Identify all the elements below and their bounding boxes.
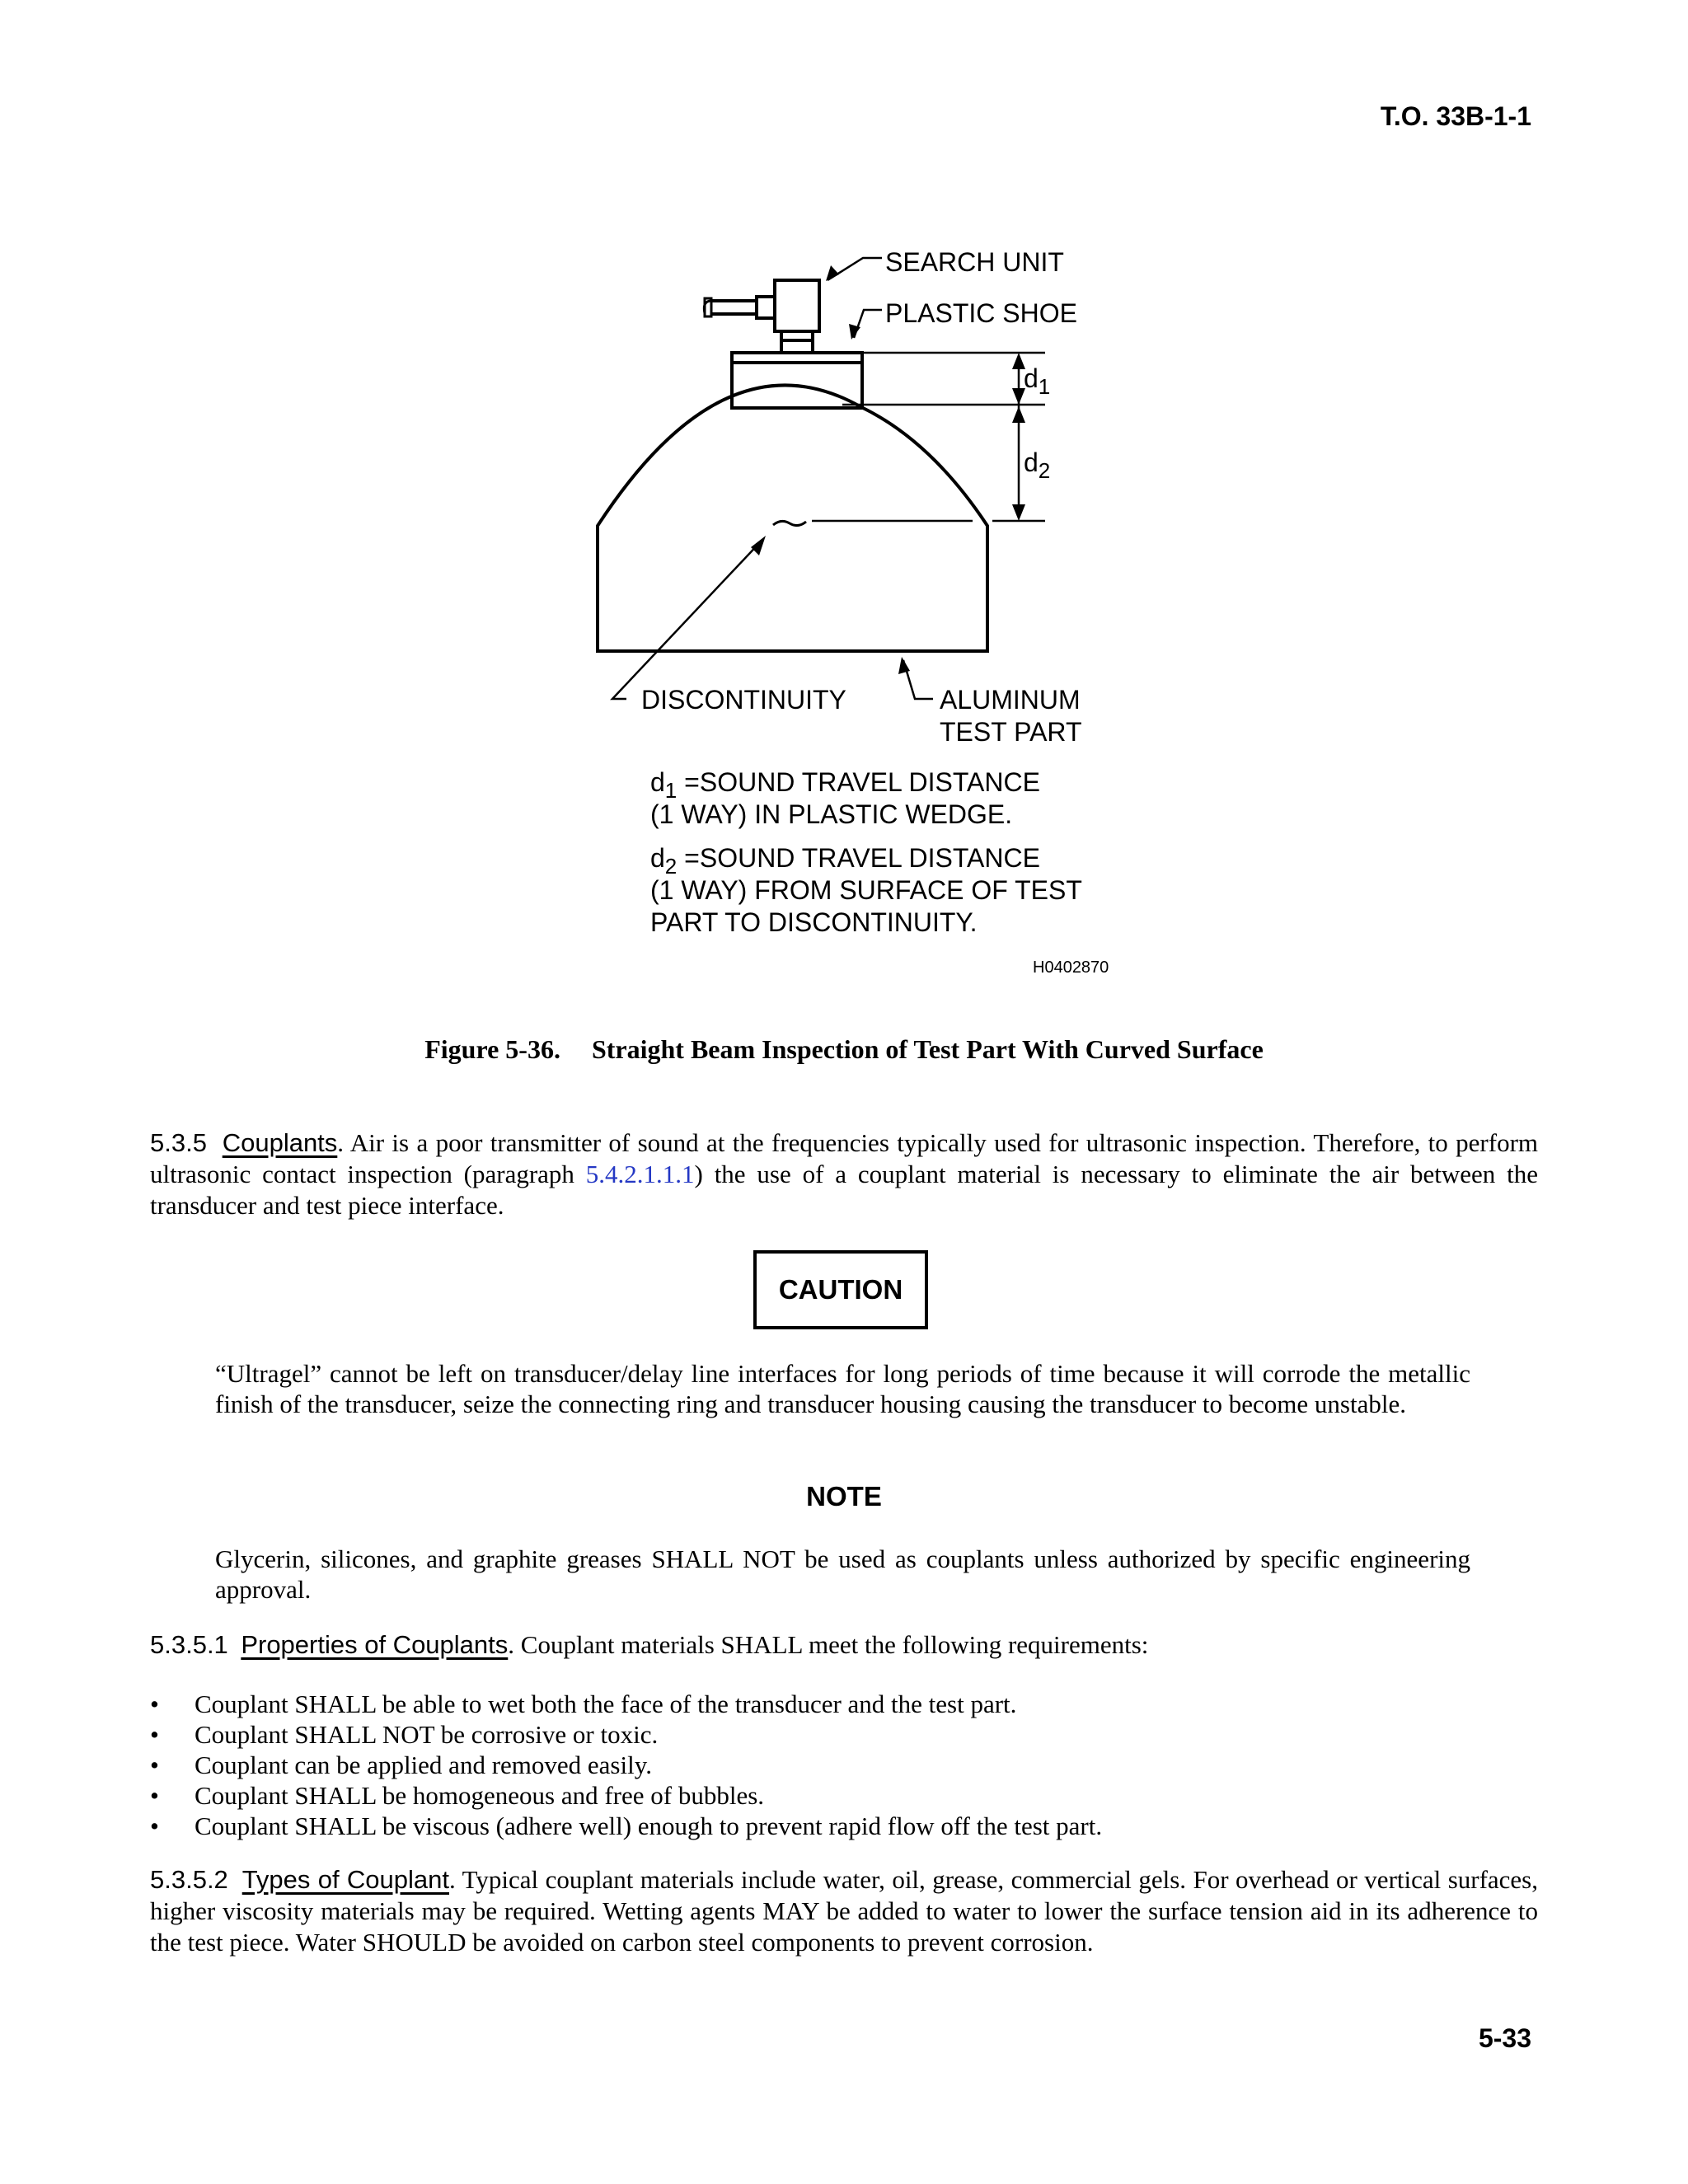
aluminum-label-line1: ALUMINUM: [940, 685, 1081, 715]
search-unit-label: SEARCH UNIT: [885, 247, 1064, 277]
list-item: • Couplant can be applied and removed easily.: [150, 1750, 1469, 1780]
figure-caption-title: Straight Beam Inspection of Test Part With Curved Surface: [591, 1034, 1264, 1064]
plastic-shoe-label: PLASTIC SHOE: [885, 298, 1077, 328]
note-heading: NOTE: [806, 1481, 882, 1511]
requirements-list: [150, 1689, 1469, 1841]
section-5-3-5-number: 5.3.5: [150, 1128, 207, 1157]
search-unit-body: [775, 280, 819, 331]
section-5-3-5-1-heading: Properties of Couplants: [241, 1630, 509, 1659]
search-unit-leader: [828, 258, 882, 280]
discontinuity-leader: [612, 540, 762, 699]
figure-caption-number: Figure 5-36.: [424, 1034, 560, 1064]
section-5-3-5-1-number: 5.3.5.1: [150, 1630, 228, 1659]
discontinuity-label: DISCONTINUITY: [641, 685, 846, 715]
d1-dimension-label: $d_1$: [1024, 363, 1051, 399]
section-5-3-5-heading: Couplants: [222, 1128, 338, 1157]
legend-d1-line1: $d_1$ =SOUND TRAVEL DISTANCE: [650, 767, 1040, 803]
drawing-id: H0402870: [1033, 958, 1109, 977]
legend-d2-line1: $d_2$ =SOUND TRAVEL DISTANCE: [650, 843, 1040, 879]
paragraph-link-5-4-2-1-1-1[interactable]: 5.4.2.1.1.1: [585, 1160, 695, 1188]
list-item: • Couplant SHALL be able to wet both the face of the transducer and the test part.: [150, 1689, 1469, 1719]
legend-d2-line2: (1 WAY) FROM SURFACE OF TEST: [650, 875, 1082, 905]
section-5-3-5-paragraph: 5.3.5 Couplants. Air is a poor transmitter of sound at the frequencies typically used for ultrasonic inspection. Therefore, to perform ultrasonic contact inspection (paragraph 5.4.2.1.1.1) the use of a couplant material is necessary to eliminate the air between the transducer and test piece interface.: [150, 1128, 1539, 1220]
aluminum-test-part-outline: [598, 385, 987, 651]
section-5-3-5-1-paragraph: 5.3.5.1 Properties of Couplants. Couplant materials SHALL meet the following requirements:: [150, 1630, 1149, 1659]
page-number: 5-33: [1478, 2023, 1531, 2053]
aluminum-label-line2: TEST PART: [940, 717, 1082, 747]
section-5-3-5-2-heading: Types of Couplant: [241, 1865, 449, 1894]
d2-dimension-label: $d_2$: [1024, 448, 1051, 483]
list-item: • Couplant SHALL be viscous (adhere well) enough to prevent rapid flow off the test part.: [150, 1811, 1469, 1841]
document-number: T.O. 33B-1-1: [1380, 101, 1531, 131]
plastic-shoe-leader: [854, 310, 882, 338]
aluminum-leader: [903, 660, 933, 699]
figure-caption: [0, 1034, 1688, 1065]
figure-diagram: [0, 0, 1688, 989]
section-5-3-5-2-paragraph: 5.3.5.2 Types of Couplant. Typical couplant materials include water, oil, grease, commercial gels. For overhead or vertical surfaces, higher viscosity materials may be required. Wetting agents MAY be added to water to lower the surface tension aid in its adherence to the test piece. Water SHOULD be avoided on carbon steel components to prevent corrosion.: [150, 1865, 1538, 1957]
legend-d2-line3: PART TO DISCONTINUITY.: [650, 907, 978, 937]
note-text: Glycerin, silicones, and graphite greases SHALL NOT be used as couplants unless authorized by specific engineering approval.: [215, 1544, 1470, 1604]
section-5-3-5-2-number: 5.3.5.2: [150, 1865, 228, 1894]
discontinuity-mark: [773, 521, 806, 525]
cable-connector: [757, 297, 775, 318]
list-item: • Couplant SHALL NOT be corrosive or toxic.: [150, 1719, 1469, 1750]
list-item: • Couplant SHALL be homogeneous and free of bubbles.: [150, 1780, 1469, 1811]
legend-d1-line2: (1 WAY) IN PLASTIC WEDGE.: [650, 799, 1013, 829]
caution-text: “Ultragel” cannot be left on transducer/delay line interfaces for long periods of time because it will corrode the metallic finish of the transducer, seize the connecting ring and transducer housing causing the transducer to become unstable.: [215, 1359, 1470, 1418]
caution-box: CAUTION: [753, 1250, 928, 1329]
